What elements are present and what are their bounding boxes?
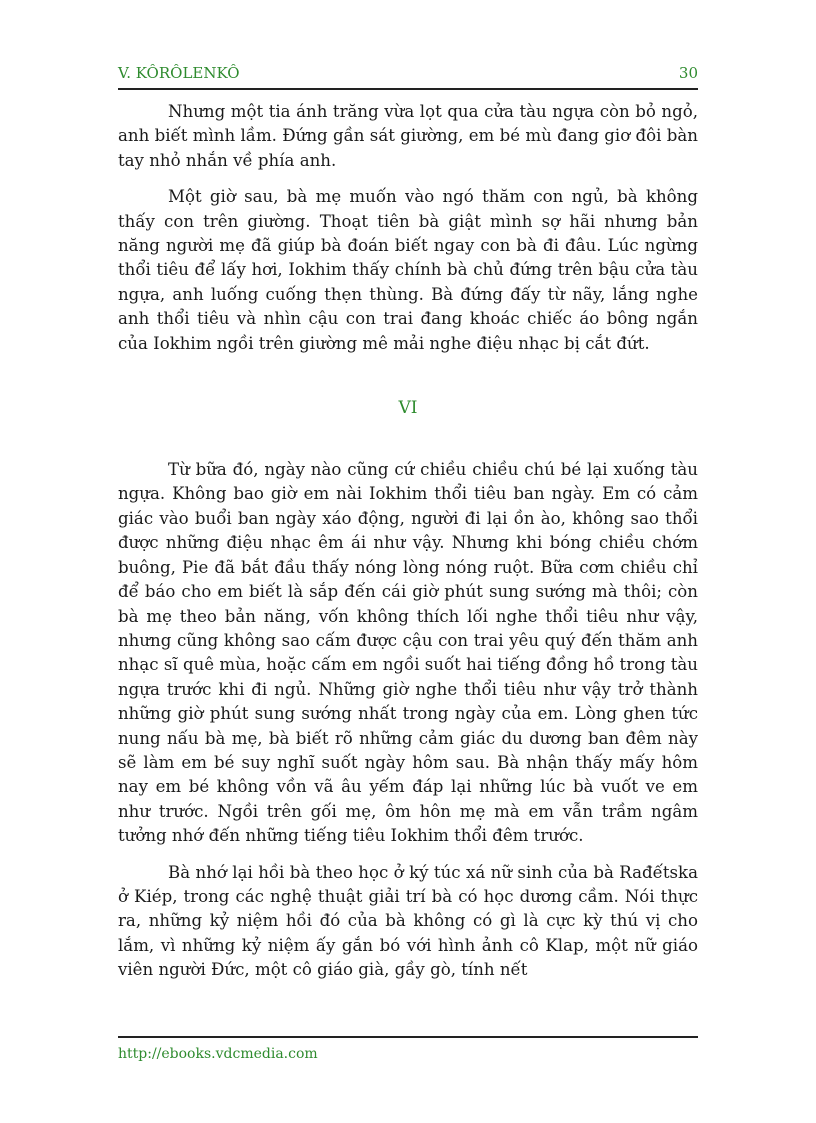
section-title: VI bbox=[398, 398, 418, 419]
page-header bbox=[118, 60, 698, 90]
page-footer bbox=[118, 1036, 698, 1062]
paragraph: Nhưng một tia ánh trăng vừa lọt qua cửa tàu ngựa còn bỏ ngỏ, anh biết mình lầm. Đứng gần sát giường, em bé mù đang giơ đôi bàn tay nhỏ nhắn về phía anh. bbox=[118, 102, 698, 170]
author-name: V. KÔRÔLENKÔ bbox=[118, 64, 240, 82]
paragraph: Từ bữa đó, ngày nào cũng cứ chiều chiều chú bé lại xuống tàu ngựa. Không bao giờ em nài Iokhim thổi tiêu ban ngày. Em có cảm giác vào buổi ban ngày xáo động, người đi lại ồn ào, không sao thổi được những điệu nhạc êm ái như vậy. Nhưng khi bóng chiều chớm buông, Pie đã bắt đầu thấy nóng lòng nóng ruột. Bữa cơm chiều chỉ để báo cho em biết là sắp đến cái giờ phút sung sướng mà thôi; còn bà mẹ theo bản năng, vốn không thích lối nghe thổi tiêu như vậy, nhưng cũng không sao cấm được cậu con trai yêu quý đến thăm anh nhạc sĩ quê mùa, hoặc cấm em ngồi suốt hai tiếng đồng hồ trong tàu ngựa trước khi đi ngủ. Những giờ nghe thổi tiêu như vậy trở thành những giờ phút sung sướng nhất trong ngày của em. Lòng ghen tức nung nấu bà mẹ, bà biết rõ những cảm giác du dương ban đêm này sẽ làm em bé suy nghĩ suốt ngày hôm sau. Bà nhận thấy mấy hôm nay em bé không vồn vã âu yếm đáp lại những lúc bà vuốt ve em như trước. Ngồi trên gối mẹ, ôm hôn mẹ mà em vẫn trầm ngâm tưởng nhớ đến những tiếng tiêu Iokhim thổi đêm trước. bbox=[118, 460, 698, 846]
paragraph: Một giờ sau, bà mẹ muốn vào ngó thăm con ngủ, bà không thấy con trên giường. Thoạt tiên bà giật mình sợ hãi nhưng bản năng người mẹ đã giúp bà đoán biết ngay con bà đi đâu. Lúc ngừng thổi tiêu để lấy hơi, Iokhim thấy chính bà chủ đứng trên bậu cửa tàu ngựa, anh luống cuống thẹn thùng. Bà đứng đấy từ nãy, lắng nghe anh thổi tiêu và nhìn cậu con trai đang khoác chiếc áo bông ngắn của Iokhim ngồi trên giường mê mải nghe điệu nhạc bị cắt đứt. bbox=[118, 187, 698, 353]
footer-link[interactable]: http://ebooks.vdcmedia.com bbox=[118, 1046, 318, 1062]
page-number: 30 bbox=[678, 64, 698, 82]
paragraph: Bà nhớ lại hồi bà theo học ở ký túc xá nữ sinh của bà Rađếtska ở Kiép, trong các nghệ thuật giải trí bà có học dương cầm. Nói thực ra, những kỷ niệm hồi đó của bà không có gì là cực kỳ thú vị cho lắm, vì những kỷ niệm ấy gắn bó với hình ảnh cô Klap, một nữ giáo viên người Đức, một cô giáo già, gầy gò, tính nết bbox=[118, 862, 698, 980]
page-body bbox=[118, 100, 698, 995]
